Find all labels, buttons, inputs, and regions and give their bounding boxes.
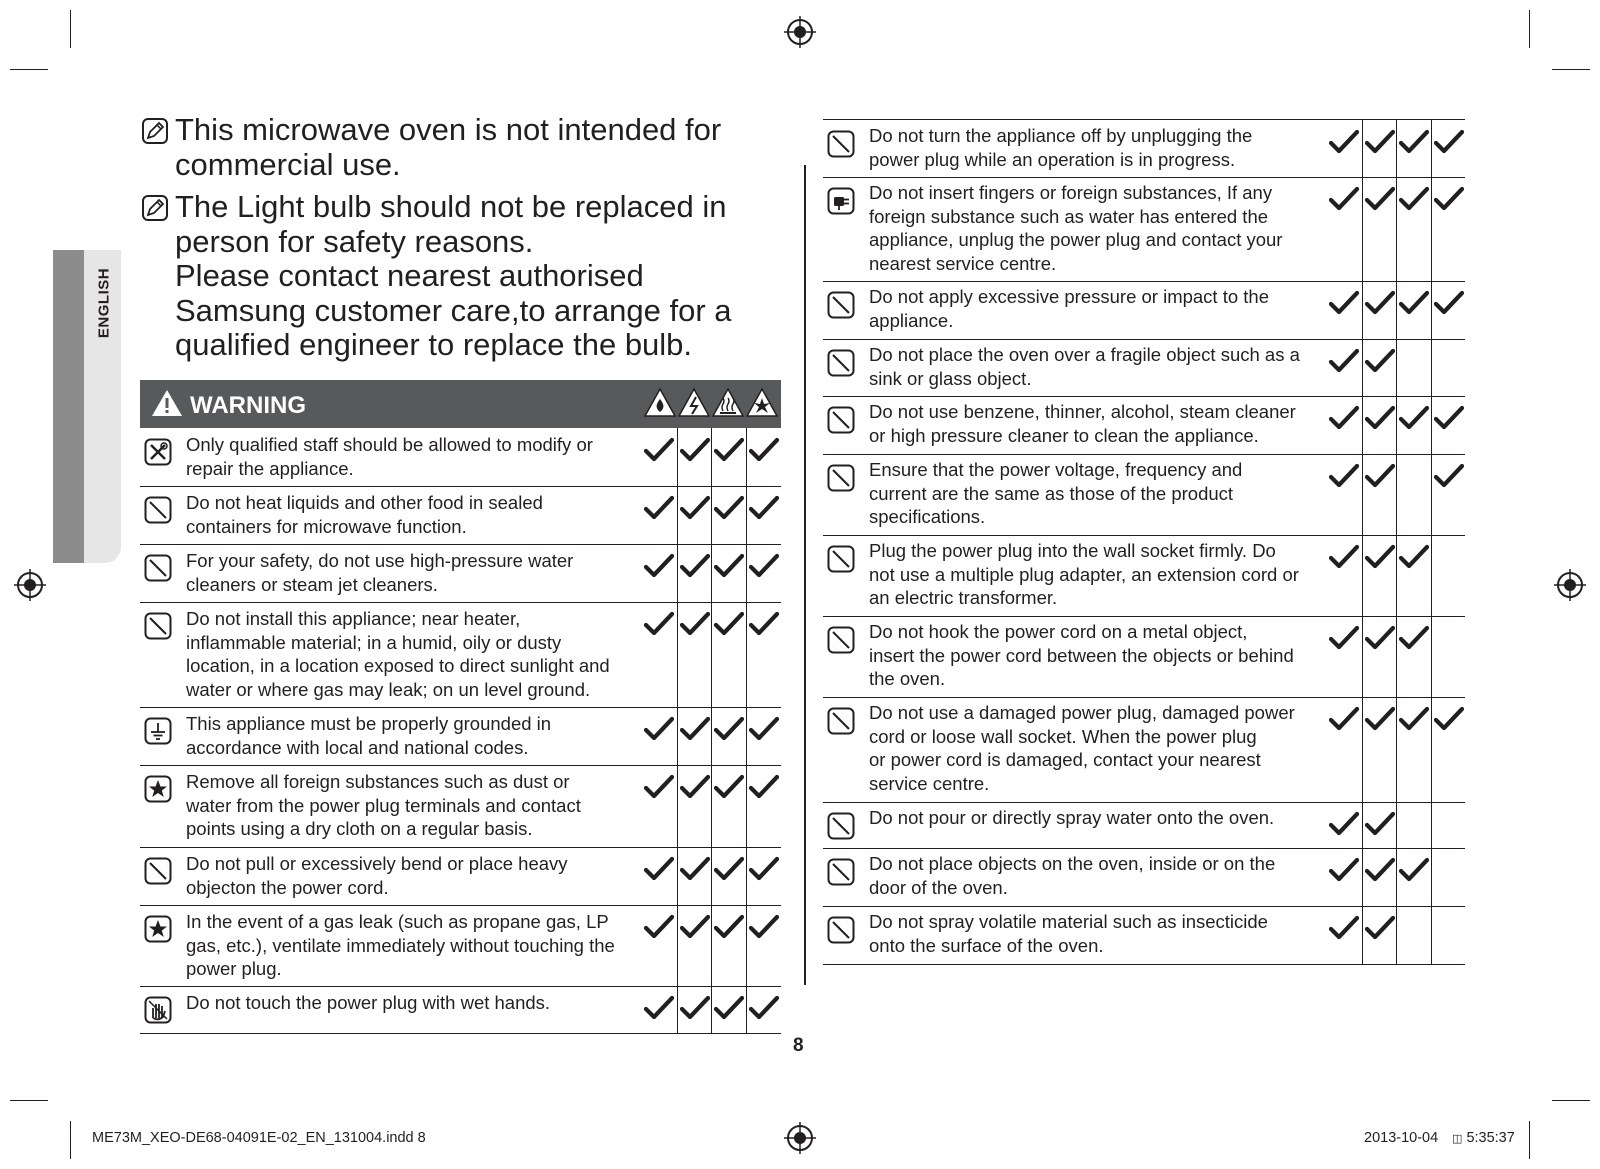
crop-mark (1552, 69, 1590, 70)
check-cell (746, 428, 781, 486)
footer-date: 2013-10-04 (1364, 1130, 1439, 1146)
check-cell (677, 765, 712, 847)
star-icon (144, 915, 172, 943)
check-cell (1327, 802, 1361, 848)
check-cell (1396, 339, 1431, 396)
note-line: This microwave oven is not intended for (175, 112, 722, 147)
check-cell (1362, 906, 1397, 964)
prohibit-icon (827, 545, 855, 573)
row-text-line: current are the same as those of the product (869, 482, 1234, 504)
registration-mark-icon (784, 16, 816, 48)
crop-mark (70, 1121, 71, 1159)
row-text (869, 124, 1252, 171)
unplug-icon (827, 187, 855, 215)
check-cell (746, 986, 781, 1033)
prohibit-icon (827, 130, 855, 158)
prohibit-icon (827, 812, 855, 840)
check-cell (1362, 120, 1397, 177)
row-text (186, 607, 610, 701)
registration-mark-icon (14, 569, 46, 601)
registration-mark-icon (1554, 569, 1586, 601)
check-cell (1327, 848, 1361, 906)
check-cell (1362, 339, 1397, 396)
check-cell (1431, 848, 1466, 906)
check-cell (1327, 396, 1361, 454)
row-text (869, 806, 1274, 830)
check-cell (1431, 616, 1466, 697)
row-text-line: Do not pull or excessively bend or place heavy (186, 853, 568, 874)
row-text-line: Plug the power plug into the wall socket firmly. Do (869, 540, 1276, 561)
note-item (142, 190, 782, 363)
row-text-line: sink or glass object. (869, 367, 1032, 389)
check-cell (642, 544, 676, 602)
check-cell (1396, 177, 1431, 281)
check-cell (677, 847, 712, 905)
prohibit-icon (827, 916, 855, 944)
table-row (823, 454, 1465, 536)
check-cell (1396, 396, 1431, 454)
table-row (823, 281, 1465, 340)
row-text-line: Do not pour or directly spray water onto the oven. (869, 807, 1275, 828)
prohibit-icon (827, 707, 855, 735)
tool-icon (144, 438, 172, 466)
check-cell (642, 602, 676, 707)
row-text-line: Do not heat liquids and other food in sealed (186, 492, 543, 513)
row-text-line: specifications. (869, 506, 986, 527)
row-text-line: gas, etc.), ventilate immediately without touching the (186, 934, 615, 956)
star-icon (144, 775, 172, 803)
check-cell (1431, 339, 1466, 396)
ground-icon (144, 717, 172, 745)
check-cell (1431, 396, 1466, 454)
check-cell (677, 707, 712, 765)
row-text-line: power plug while an operation is in progress. (869, 148, 1236, 170)
check-cell (746, 707, 781, 765)
row-text-line: inflammable material; in a humid, oily or dusty (186, 631, 562, 653)
row-text-line: the oven. (869, 668, 946, 689)
footer-filename: ME73M_XEO-DE68-04091E-02_EN_131004.indd 8 (92, 1130, 426, 1146)
check-cell (1327, 120, 1361, 177)
table-row (140, 986, 781, 1034)
check-cell (1327, 697, 1361, 802)
row-text (186, 991, 550, 1015)
check-cell (1431, 120, 1466, 177)
check-cell (746, 905, 781, 986)
row-text-line: Only qualified staff should be allowed to modify or (186, 434, 593, 455)
row-text-line: not use a multiple plug adapter, an extension cord or (869, 563, 1299, 585)
check-cell (1396, 535, 1431, 616)
check-cell (1327, 281, 1361, 339)
crop-mark (70, 10, 71, 48)
row-text (869, 458, 1242, 529)
row-text (869, 181, 1282, 275)
note-line: Please contact nearest authorised (175, 258, 644, 293)
note-line: person for safety reasons. (175, 223, 534, 259)
row-text (869, 910, 1268, 957)
row-text (186, 549, 573, 596)
row-text-line: an electric transformer. (869, 587, 1058, 608)
check-cell (1396, 697, 1431, 802)
check-cell (642, 765, 676, 847)
fire-hazard-icon (643, 387, 677, 419)
check-cell (1362, 177, 1397, 281)
row-text-line: Do not place the oven over a fragile object such as a (869, 344, 1300, 365)
row-text (869, 852, 1275, 899)
check-cell (1362, 802, 1397, 848)
row-text-line: appliance. (869, 309, 954, 331)
row-text-line: Do not apply excessive pressure or impact to the (869, 286, 1269, 307)
row-text-line: water from the power plug terminals and contact (186, 794, 581, 816)
row-text-line: Do not turn the appliance off by unplugging the (869, 125, 1253, 146)
table-row (823, 848, 1465, 907)
page-number: 8 (793, 1035, 804, 1056)
check-cell (1431, 697, 1466, 802)
row-text-line: or power cord is damaged, contact your nearest (869, 749, 1261, 770)
prohibit-icon (827, 349, 855, 377)
row-text-line: door of the oven. (869, 876, 1008, 898)
row-text-line: appliance, unplug the power plug and contact your (869, 229, 1283, 250)
crop-mark (1529, 10, 1530, 48)
table-row (140, 486, 781, 545)
check-cell (711, 905, 746, 986)
prohibit-icon (827, 464, 855, 492)
row-text-line: nearest service centre. (869, 252, 1057, 274)
table-row (823, 802, 1465, 849)
row-text (869, 539, 1299, 610)
check-cell (711, 544, 746, 602)
row-text-line: service centre. (869, 772, 990, 794)
table-row (140, 905, 781, 987)
language-label: ENGLISH (95, 267, 113, 339)
check-cell (642, 905, 676, 986)
check-cell (1396, 281, 1431, 339)
check-cell (642, 707, 676, 765)
check-cell (711, 765, 746, 847)
check-cell (677, 905, 712, 986)
row-text (186, 433, 593, 480)
check-cell (1327, 177, 1361, 281)
row-text (186, 852, 568, 899)
note-pencil-icon (142, 194, 168, 220)
check-cell (1327, 616, 1361, 697)
check-cell (1362, 616, 1397, 697)
check-cell (642, 847, 676, 905)
crop-mark (1529, 1121, 1530, 1159)
check-cell (1396, 454, 1431, 535)
registration-mark-icon (784, 1122, 816, 1154)
check-cell (711, 847, 746, 905)
warning-title: WARNING (190, 392, 306, 419)
check-cell (1396, 848, 1431, 906)
row-text (869, 701, 1295, 795)
row-text-line: In the event of a gas leak (such as propane gas, LP (186, 911, 609, 932)
crop-mark (10, 1100, 48, 1101)
row-text (186, 910, 615, 981)
table-row (140, 765, 781, 848)
check-cell (677, 486, 712, 544)
check-cell (1327, 906, 1361, 964)
check-cell (1362, 396, 1397, 454)
check-cell (1431, 177, 1466, 281)
prohibit-icon (144, 612, 172, 640)
check-cell (1396, 906, 1431, 964)
check-cell (746, 602, 781, 707)
check-cell (1431, 281, 1466, 339)
table-row (823, 906, 1465, 965)
wet-hand-icon (144, 996, 172, 1024)
row-text-line: Ensure that the power voltage, frequency and (869, 459, 1243, 480)
footer-time-value: 5:35:37 (1466, 1130, 1515, 1146)
note-line: commercial use. (175, 146, 401, 182)
check-cell (711, 486, 746, 544)
row-text-line: This appliance must be properly grounded in (186, 713, 552, 734)
note-line: Samsung customer care,to arrange for a (175, 292, 732, 328)
table-row (823, 339, 1465, 397)
row-text-line: or high pressure cleaner to clean the appliance. (869, 424, 1259, 446)
check-cell (1362, 454, 1397, 535)
electric-shock-icon (677, 387, 711, 419)
table-row (140, 602, 781, 708)
check-cell (642, 986, 676, 1033)
check-cell (1396, 802, 1431, 848)
table-row (140, 847, 781, 906)
row-text (869, 620, 1294, 691)
check-cell (711, 428, 746, 486)
check-cell (711, 602, 746, 707)
row-text-line: Do not use a damaged power plug, damaged power (869, 702, 1295, 723)
check-cell (677, 602, 712, 707)
row-text-line: Do not insert fingers or foreign substances, If any (869, 182, 1273, 203)
check-cell (1431, 454, 1466, 535)
row-text-line: Remove all foreign substances such as dust or (186, 771, 570, 792)
warning-triangle-icon (150, 388, 184, 418)
note-pencil-icon (142, 117, 168, 143)
row-text-line: objecton the power cord. (186, 876, 389, 898)
check-cell (1362, 697, 1397, 802)
table-row (823, 535, 1465, 617)
row-text (869, 400, 1296, 447)
row-text (869, 285, 1269, 332)
check-cell (711, 986, 746, 1033)
burn-hot-surface-icon (711, 387, 745, 419)
table-row (140, 544, 781, 603)
table-row (823, 616, 1465, 698)
check-cell (1362, 281, 1397, 339)
check-cell (746, 847, 781, 905)
row-text-line: Do not use benzene, thinner, alcohol, steam cleaner (869, 401, 1296, 422)
row-text-line: insert the power cord between the objects or behind (869, 644, 1294, 666)
row-text-line: location, in a location exposed to direct sunlight and (186, 655, 610, 676)
table-row (823, 697, 1465, 803)
check-cell (1431, 802, 1466, 848)
row-text-line: water or where gas may leak; on un level ground. (186, 678, 591, 700)
row-text-line: cord or loose wall socket. When the power plug (869, 725, 1257, 747)
check-cell (642, 428, 676, 486)
note-line: The Light bulb should not be replaced in (175, 189, 727, 224)
row-text-line: foreign substance such as water has entered the (869, 205, 1269, 227)
check-cell (1327, 454, 1361, 535)
prohibit-icon (827, 626, 855, 654)
table-row (823, 177, 1465, 282)
row-text-line: Do not touch the power plug with wet hands. (186, 992, 551, 1013)
check-cell (677, 544, 712, 602)
row-text-line: repair the appliance. (186, 457, 354, 479)
row-text-line: Do not spray volatile material such as insecticide (869, 911, 1268, 932)
check-cell (1327, 339, 1361, 396)
prohibit-icon (827, 858, 855, 886)
row-text-line: Do not hook the power cord on a metal object, (869, 621, 1248, 642)
row-text-line: cleaners or steam jet cleaners. (186, 573, 438, 595)
check-cell (711, 707, 746, 765)
clock-icon: ◫ (1452, 1133, 1463, 1145)
prohibit-icon (144, 496, 172, 524)
table-row (823, 120, 1465, 178)
check-cell (746, 486, 781, 544)
prohibit-icon (144, 554, 172, 582)
explosion-icon (745, 387, 779, 419)
column-divider (804, 165, 806, 985)
prohibit-icon (827, 291, 855, 319)
row-text (869, 343, 1300, 390)
table-row (140, 707, 781, 766)
check-cell (1362, 535, 1397, 616)
check-cell (1431, 535, 1466, 616)
check-cell (1431, 906, 1466, 964)
prohibit-icon (827, 406, 855, 434)
check-cell (677, 428, 712, 486)
row-text-line: Do not place objects on the oven, inside or on the (869, 853, 1276, 874)
row-text-line: onto the surface of the oven. (869, 934, 1104, 956)
row-text (186, 770, 581, 841)
table-row (140, 428, 781, 487)
row-text-line: power plug. (186, 958, 282, 979)
check-cell (1362, 848, 1397, 906)
crop-mark (1552, 1100, 1590, 1101)
prohibit-icon (144, 857, 172, 885)
row-text-line: accordance with local and national codes. (186, 736, 529, 758)
check-cell (746, 765, 781, 847)
check-cell (1396, 120, 1431, 177)
check-cell (642, 486, 676, 544)
row-text (186, 491, 543, 538)
check-cell (1396, 616, 1431, 697)
crop-mark (10, 69, 48, 70)
footer-time (1452, 1130, 1515, 1146)
table-row (823, 396, 1465, 455)
note-item (142, 113, 782, 182)
row-text (186, 712, 551, 759)
check-cell (746, 544, 781, 602)
check-cell (677, 986, 712, 1033)
check-cell (1327, 535, 1361, 616)
note-line: qualified engineer to replace the bulb. (175, 327, 693, 362)
row-text-line: containers for microwave function. (186, 515, 467, 537)
row-text-line: points using a dry cloth on a regular basis. (186, 818, 533, 839)
row-text-line: Do not install this appliance; near heater, (186, 608, 521, 629)
warning-header (140, 380, 781, 428)
row-text-line: For your safety, do not use high-pressure water (186, 550, 574, 571)
